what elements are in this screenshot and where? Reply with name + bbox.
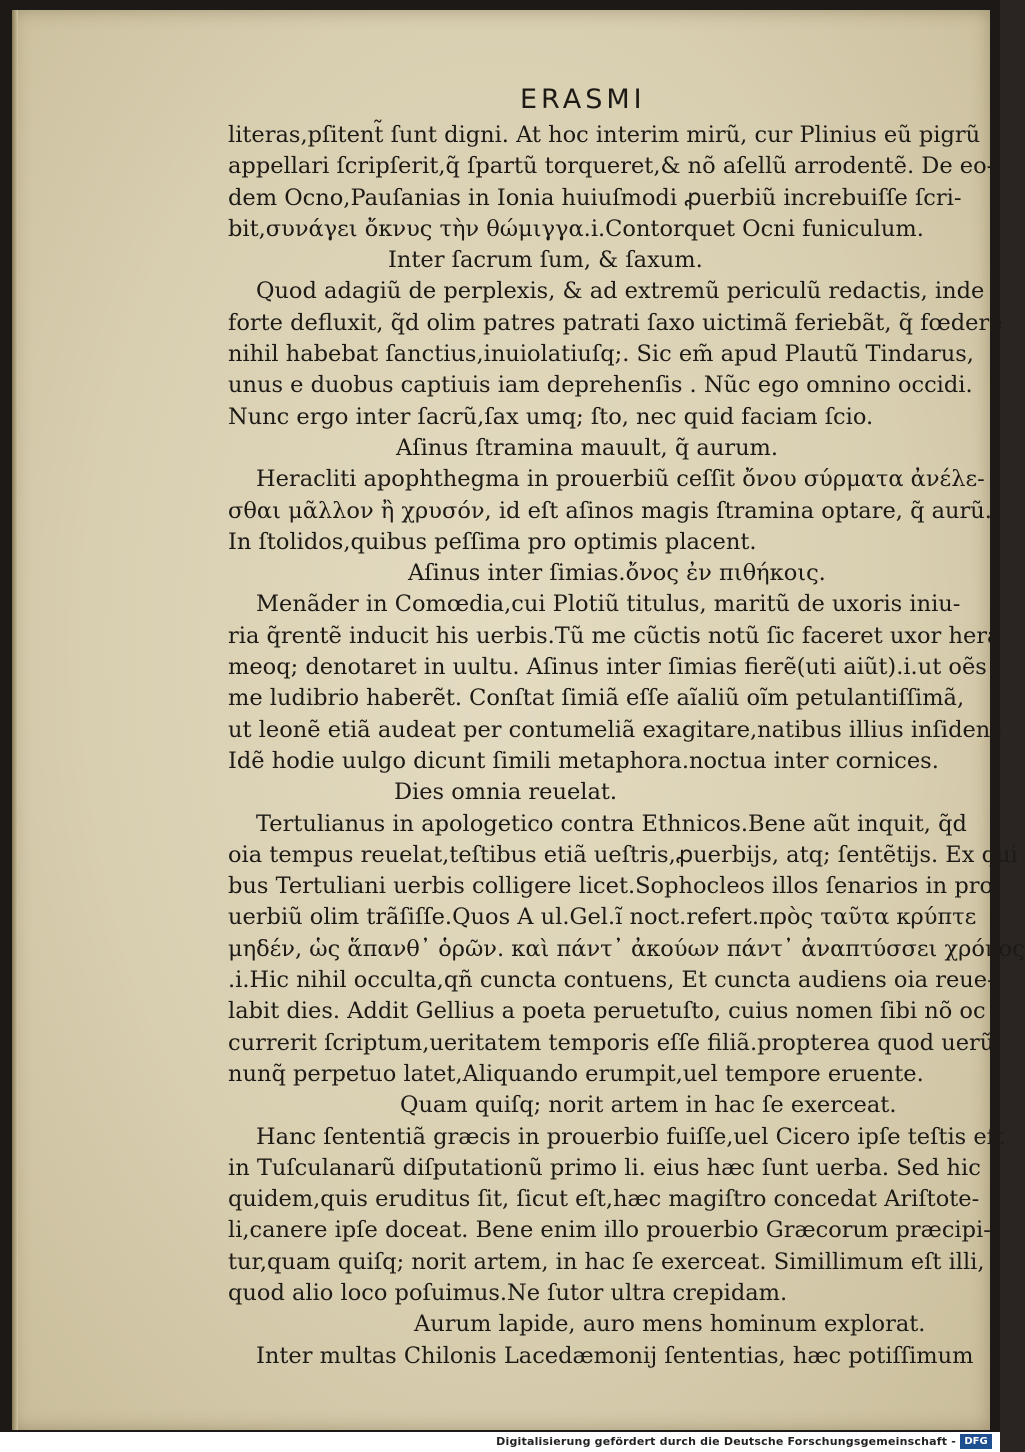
- text-line: currerit ſcriptum,ueritatem temporis eſſe filiã.propterea quod uerũ: [228, 1029, 995, 1056]
- text-line: .i.Hic nihil occulta,qñ cuncta contuens, Et cuncta audiens oia reue-: [228, 967, 995, 994]
- text-line: tur,quam quiſq; norit artem, in hac ſe exerceat. Simillimum eſt illi,: [228, 1248, 985, 1275]
- dfg-logo: DFG: [960, 1434, 992, 1449]
- text-line: bit,συνάγει ὄκνυς τὴν θώμιγγα.i.Contorquet Ocni funiculum.: [228, 215, 924, 242]
- text-line: nunq̃ perpetuo latet,Aliquando erumpit,uel tempore eruente.: [228, 1060, 924, 1087]
- running-head: ERASMI: [520, 84, 646, 115]
- text-line: ut leonẽ etiã audeat per contumeliã exagitare,natibus illius inſidens: [228, 716, 1002, 743]
- text-line: in Tuſculanarũ diſputationũ primo li. eius hæc ſunt uerba. Sed hic: [228, 1154, 981, 1181]
- text-line: me ludibrio haberẽt. Conſtat ſimiã eſſe aĩaliũ oĩm petulantiſſimã,: [228, 685, 965, 712]
- text-line: unus e duobus captiuis iam deprehenſis . Nũc ego omnino occidi.: [228, 372, 973, 399]
- adage-heading: Dies omnia reuelat.: [394, 779, 618, 806]
- text-line: Hanc ſententiã græcis in prouerbio fuiſſe,uel Cicero ipſe teſtis eſt: [256, 1123, 1005, 1150]
- text-line: forte defluxit, q̃d olim patres patrati ſaxo uictimã feriebãt, q̃ fœdere: [228, 309, 1003, 336]
- digitization-credit: Digitalisierung gefördert durch die Deutsche Forschungsgemeinschaft -: [496, 1435, 956, 1448]
- text-line: In ſtolidos,quibus peſſima pro optimis placent.: [228, 528, 757, 555]
- text-block: [228, 120, 1025, 1372]
- text-line: Inter multas Chilonis Lacedæmonij ſententias, hæc potiſſimum: [256, 1342, 974, 1369]
- text-line: Idẽ hodie uulgo dicunt ſimili metaphora.noctua inter cornices.: [228, 747, 939, 774]
- text-line: ria q̃rentẽ inducit his uerbis.Tũ me cũctis notũ ſic faceret uxor hera: [228, 622, 1001, 649]
- text-line: uerbiũ olim trãſiſſe.Quos A ul.Gel.ĩ noct.refert.πρὸς ταῦτα κρύπτε: [228, 904, 977, 931]
- text-line: Tertulianus in apologetico contra Ethnicos.Bene aũt inquit, q̃d: [256, 810, 967, 837]
- text-line: oia tempus reuelat,teſtibus etiã ueſtris,ꝓuerbijs, atq; ſentẽtijs. Ex qui: [228, 841, 1018, 868]
- text-line: μηδέν, ὡς ἅπανθ᾽ ὁρῶν. καὶ πάντ᾽ ἀκούων πάντ᾽ ἀναπτύσσει χρόνος: [228, 935, 1025, 962]
- adage-heading: Aſinus inter ſimias.ὄνος ἐν πιθήκοις.: [408, 560, 826, 587]
- adage-heading: Quam quiſq; norit artem in hac ſe exerceat.: [400, 1092, 897, 1119]
- text-line: quod alio loco poſuimus.Ne ſutor ultra crepidam.: [228, 1279, 788, 1306]
- text-line: Quod adagiũ de perplexis, & ad extremũ periculũ redactis, inde: [256, 278, 985, 305]
- text-line: labit dies. Addit Gellius a poeta peruetuſto, cuius nomen ſibi nõ oc: [228, 998, 986, 1025]
- page-gutter: [12, 10, 18, 1430]
- text-line: Menãder in Comœdia,cui Plotiũ titulus, maritũ de uxoris iniu-: [256, 591, 961, 618]
- text-line: bus Tertuliani uerbis colligere licet.Sophocleos illos ſenarios in pro: [228, 873, 994, 900]
- text-line: meoq; denotaret in uultu. Aſinus inter ſimias fierẽ(uti aiũt).i.ut oẽs: [228, 654, 987, 681]
- text-line: literas,pſitent̃ ſunt digni. At hoc interim mirũ, cur Plinius eũ pigrũ: [228, 122, 981, 148]
- text-line: appellari ſcripſerit,q̃ ſpartũ torqueret,& nõ aſellũ arrodentẽ. De eo-: [228, 153, 995, 180]
- adage-heading: Aſinus ſtramina mauult, q̃ aurum.: [396, 434, 779, 461]
- text-line: dem Ocno,Pauſanias in Ionia huiuſmodi ꝓuerbiũ increbuiſſe ſcri-: [228, 184, 962, 211]
- adage-heading: Inter ſacrum ſum, & ſaxum.: [388, 247, 703, 274]
- adage-heading: Aurum lapide, auro mens hominum explorat.: [414, 1311, 926, 1338]
- text-line: Nunc ergo inter ſacrũ,ſax umq; ſto, nec quid faciam ſcio.: [228, 403, 874, 430]
- text-line: σθαι μᾶλλον ἢ χρυσόν, id eſt aſinos magis ſtramina optare, q̃ aurũ.: [228, 497, 992, 524]
- text-line: Heracliti apophthegma in prouerbiũ ceſſit ὄνου σύρματα ἀνέλε-: [256, 466, 985, 493]
- text-line: quidem,quis eruditus ſit, ſicut eſt,hæc magiſtro concedat Ariſtote-: [228, 1186, 980, 1213]
- text-line: li,canere ipſe doceat. Bene enim illo prouerbio Græcorum præcipi-: [228, 1217, 991, 1244]
- text-line: nihil habebat ſanctius,inuiolatiuſq;. Sic em̃ apud Plautũ Tindarus,: [228, 341, 974, 368]
